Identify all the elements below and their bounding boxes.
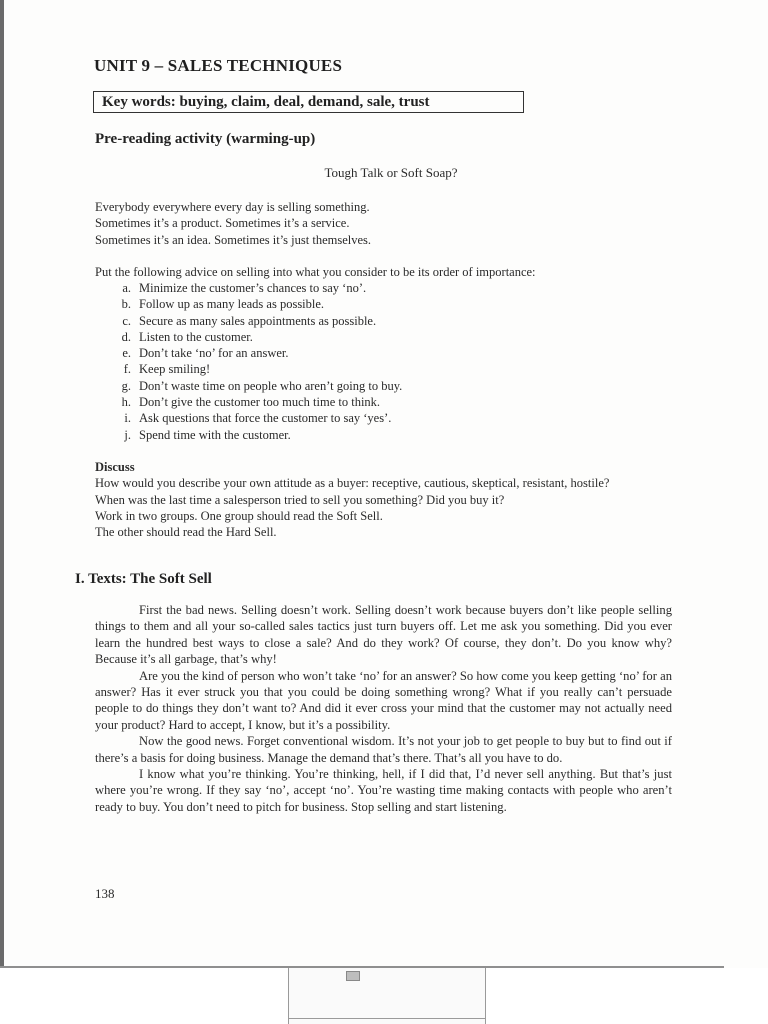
page-left-edge	[0, 0, 4, 966]
intro-line: Sometimes it’s a product. Sometimes it’s a service.	[95, 216, 350, 231]
advice-text: Don’t waste time on people who aren’t going to buy.	[139, 378, 403, 393]
unit-title: UNIT 9 – SALES TECHNIQUES	[94, 56, 343, 75]
paragraph: First the bad news. Selling doesn’t work. Selling doesn’t work because buyers don’t like people selling things to them and all your so-called sales tactics just turn buyers off. Let me ask you something. Did you ever learn the hundred best ways to close a sale? And do they work? Of course, they don’t. Do you know why? Because it’s all garbage, that’s why!	[95, 603, 672, 667]
keywords-box: Key words: buying, claim, deal, demand, sale, trust	[93, 91, 524, 113]
advice-item	[95, 296, 402, 312]
section-heading: I. Texts: The Soft Sell	[75, 571, 212, 587]
advice-text: Listen to the customer.	[139, 329, 253, 344]
advice-text: Secure as many sales appointments as possible.	[139, 313, 377, 328]
paragraph: Are you the kind of person who won’t take ‘no’ for an answer? So how come you keep getting ‘no’ for an answer? Has it ever struck you that you could be doing something wrong? What if you really can’t persuade people to do things they don’t want to? And did it ever cross your mind that the customer may not actually need your product? Hard to accept, I know, but it’s a possibility.	[95, 668, 672, 732]
advice-text: Spend time with the customer.	[139, 427, 291, 442]
instruction-text: Put the following advice on selling into what you consider to be its order of importance:	[95, 265, 536, 279]
advice-item	[95, 313, 402, 329]
scan-strip	[288, 968, 486, 1024]
advice-marker: b.	[121, 297, 131, 312]
advice-item	[95, 361, 402, 377]
advice-item	[95, 329, 402, 345]
scan-mark	[346, 971, 360, 981]
soft-sell-text	[95, 602, 672, 815]
advice-text: Don’t give the customer too much time to think.	[139, 395, 381, 410]
advice-text: Minimize the customer’s chances to say ‘no’.	[139, 281, 367, 295]
prereading-title: Tough Talk or Soft Soap?	[324, 165, 458, 180]
intro-line: Sometimes it’s an idea. Sometimes it’s just themselves.	[95, 232, 372, 247]
discuss-section	[95, 459, 677, 540]
discuss-heading: Discuss	[95, 460, 135, 474]
advice-item	[95, 427, 402, 443]
advice-text: Don’t take ‘no’ for an answer.	[139, 346, 289, 361]
advice-marker: a.	[122, 281, 131, 295]
advice-marker: f.	[123, 362, 131, 377]
page-number: 138	[95, 886, 115, 901]
advice-list	[95, 280, 402, 443]
prereading-heading: Pre-reading activity (warming-up)	[95, 131, 316, 147]
advice-item	[95, 394, 402, 410]
advice-marker: e.	[122, 346, 131, 361]
advice-item	[95, 345, 402, 361]
discuss-line: Work in two groups. One group should read the Soft Sell.	[95, 508, 383, 523]
advice-marker: j.	[124, 427, 131, 442]
paragraph: Now the good news. Forget conventional wisdom. It’s not your job to get people to buy but to find out if there’s a basis for doing business. Manage the demand that’s there. That’s all you have to do.	[95, 734, 672, 765]
discuss-line: When was the last time a salesperson tried to sell you something? Did you buy it?	[95, 492, 505, 507]
advice-marker: g.	[121, 378, 131, 393]
advice-text: Ask questions that force the customer to say ‘yes’.	[139, 411, 392, 426]
discuss-line: The other should read the Hard Sell.	[95, 525, 277, 540]
advice-marker: i.	[124, 411, 131, 426]
discuss-line: How would you describe your own attitude as a buyer: receptive, cautious, skeptical, resistant, hostile?	[95, 476, 610, 491]
advice-text: Keep smiling!	[139, 362, 211, 377]
advice-marker: c.	[122, 313, 131, 328]
intro-lines	[95, 199, 371, 248]
intro-line: Everybody everywhere every day is selling something.	[95, 200, 370, 214]
advice-item	[95, 410, 402, 426]
instruction	[95, 264, 536, 280]
advice-marker: h.	[121, 395, 131, 410]
scan-strip-line	[289, 1018, 485, 1019]
advice-item	[95, 280, 402, 296]
paragraph: I know what you’re thinking. You’re thinking, hell, if I did that, I’d never sell anything. But that’s just where you’re wrong. If they say ‘no’, accept ‘no’. You’re wasting time making contacts with people who aren’t ready to buy. You don’t need to pitch for business. Stop selling and start listening.	[95, 767, 672, 814]
advice-text: Follow up as many leads as possible.	[139, 297, 325, 312]
advice-item	[95, 378, 402, 394]
advice-marker: d.	[121, 329, 131, 344]
